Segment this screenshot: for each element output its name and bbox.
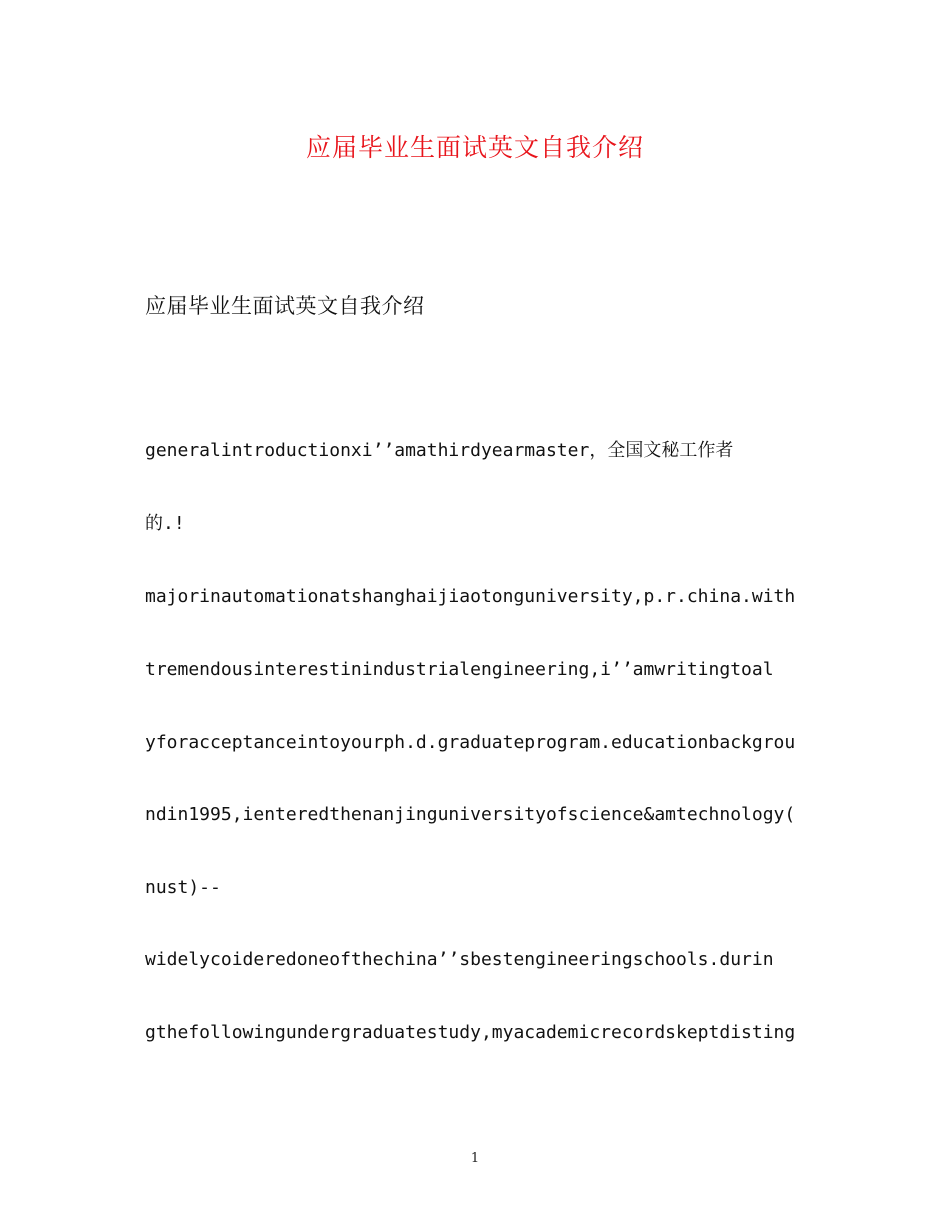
body-line-6: ndin1995,ienteredthenanjinguniversityofscience&amtechnology( (145, 804, 796, 825)
body-line-1: generalintroductionxi’’amathirdyearmaster，全国文秘工作者 (145, 440, 734, 461)
document-subtitle: 应届毕业生面试英文自我介绍 (145, 294, 425, 318)
page-number: 1 (470, 1151, 480, 1166)
body-line-7: nust)-- (145, 877, 221, 898)
document-title: 应届毕业生面试英文自我介绍 (305, 133, 644, 162)
body-line-4: tremendousinterestinindustrialengineering,i’’amwritingtoal (145, 659, 774, 680)
body-line-5: yforacceptanceintoyourph.d.graduateprogram.educationbackgrou (145, 732, 796, 753)
body-line-8: widelycoideredoneofthechina’’sbestengineeringschools.durin (145, 949, 774, 970)
body-line-2: 的.! (145, 513, 185, 534)
body-line-3: majorinautomationatshanghaijiaotonguniversity,p.r.china.with (145, 586, 796, 607)
body-line-9: gthefollowingundergraduatestudy,myacademicrecordskeptdisting (145, 1022, 796, 1043)
